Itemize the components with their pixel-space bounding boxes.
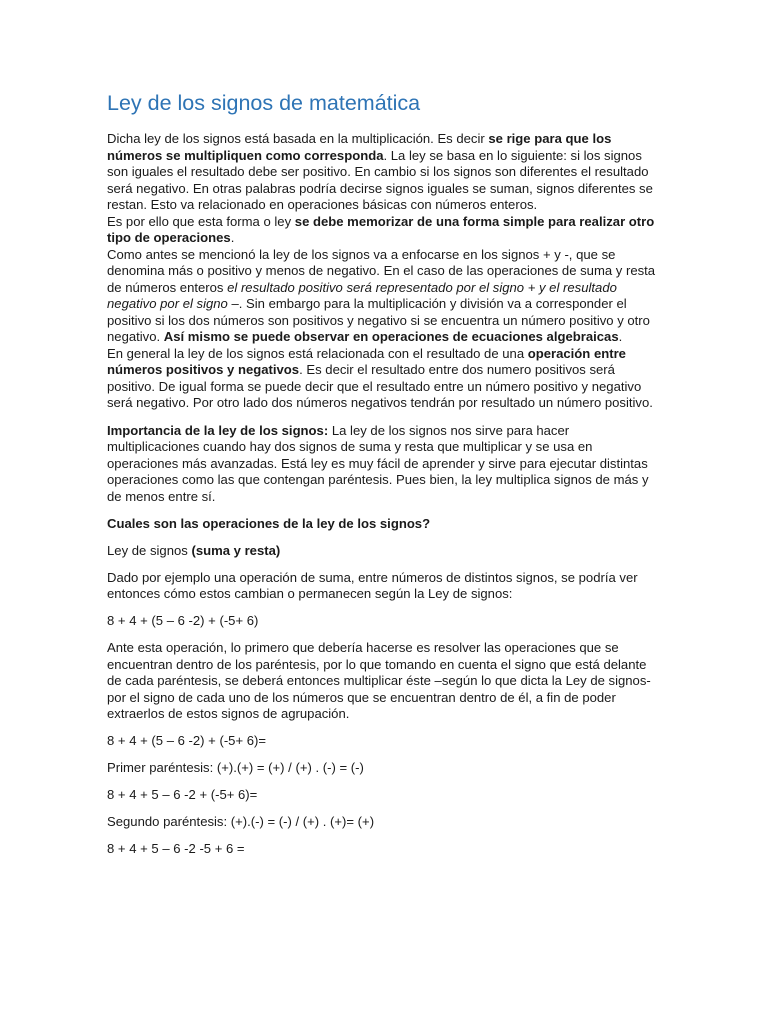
equation-6: 8 + 4 + 5 – 6 -2 -5 + 6 = xyxy=(107,841,245,856)
paragraph-1 xyxy=(107,131,662,214)
importance-heading: Importancia de la ley de los signos: xyxy=(107,422,329,438)
equation-2: 8 + 4 + (5 – 6 -2) + (-5+ 6)= xyxy=(107,733,267,748)
paragraph-5 xyxy=(107,423,662,506)
paragraph-3-text-1: Como antes se mencionó la ley de los signos va a enfocarse en los signos + y -, que se denomina más o positivo y menos de negativo. En el caso de las operaciones de suma y resta de números enteros xyxy=(107,246,656,295)
paragraph-4-bold-1: operación entre números positivos y negativos xyxy=(107,345,626,377)
section-heading xyxy=(107,516,662,533)
paragraph-1-text-2: . La ley se basa en lo siguiente: si los signos son iguales el resultado debe ser positivo. En cambio si los signos son diferentes el resultado será negativo. En otras palabras podría decirse signos iguales se suman, signos diferentes se restan. Esto va relacionado en operaciones básicas con números enteros. xyxy=(107,147,653,212)
paragraph-3-text-2: . Sin embargo para la multiplicación y división va a corresponder el positivo si los dos números son positivos y negativo si se encuentra un número positivo y otro negativo. xyxy=(107,296,650,344)
paragraph-2-text-1: Es por ello que esta forma o ley xyxy=(107,213,295,229)
equation-4: 8 + 4 + 5 – 6 -2 + (-5+ 6)= xyxy=(107,787,258,802)
paragraph-6 xyxy=(107,543,662,560)
paragraph-8: Ante esta operación, lo primero que debería hacerse es resolver las operaciones que se encuentran dentro de los paréntesis, por lo que tomando en cuenta el signo que está delante de cada paréntesis, se deberá entonces multiplicar éste –según lo que dicta la Ley de signos- por el signo de cada uno de los números que se encuentran dentro de él, a fin de poder extraerlos de estos signos de agrupación. xyxy=(107,640,651,721)
equation-3: Primer paréntesis: (+).(+) = (+) / (+) . (-) = (-) xyxy=(107,760,364,775)
paragraph-4-text-2: . Es decir el resultado entre dos numero positivos será positivo. De igual forma se puede decir que el resultado entre un número positivo y negativo será negativo. Por otro lado dos números negativos tendrán por resultado un número positivo. xyxy=(107,362,653,410)
paragraph-3 xyxy=(107,247,662,346)
paragraph-4 xyxy=(107,346,662,412)
paragraph-1-text-1: Dicha ley de los signos está basada en la multiplicación. Es decir xyxy=(107,131,489,146)
paragraph-1-bold-1: se rige para que los números se multipliquen como corresponda xyxy=(107,131,612,163)
equation-1: 8 + 4 + (5 – 6 -2) + (-5+ 6) xyxy=(107,613,259,628)
paragraph-6-text-1: Ley de signos xyxy=(107,542,192,558)
paragraph-3-bold-1: Así mismo se puede observar en operaciones de ecuaciones algebraicas xyxy=(163,329,619,344)
paragraph-3-text-3: . xyxy=(618,329,623,344)
paragraph-2 xyxy=(107,214,662,247)
document-title: Ley de los signos de matemática xyxy=(107,91,421,115)
section-heading-text: Cuales son las operaciones de la ley de los signos? xyxy=(107,515,431,531)
paragraph-2-text-2: . xyxy=(230,230,235,245)
paragraph-2-bold-1: se debe memorizar de una forma simple para realizar otro tipo de operaciones xyxy=(107,213,655,245)
paragraph-3-italic-1: el resultado positivo será representado por el signo + y el resultado negativo por el signo – xyxy=(107,279,617,311)
paragraph-6-bold-1: (suma y resta) xyxy=(191,542,281,558)
paragraph-4-text-1: En general la ley de los signos está relacionada con el resultado de una xyxy=(107,345,528,361)
paragraph-7: Dado por ejemplo una operación de suma, entre números de distintos signos, se podría ver entonces cómo estos cambian o permanecen según la Ley de signos: xyxy=(107,569,638,601)
paragraph-5-text-1: La ley de los signos nos sirve para hacer multiplicaciones cuando hay dos signos de suma y resta que multiplicar y se usa en operaciones más avanzadas. Está ley es muy fácil de aprender y sirve para ejecutar distintas operaciones como las que contengan paréntesis. Pues bien, la ley multiplica signos de más y de menos entre sí. xyxy=(107,422,649,504)
equation-5: Segundo paréntesis: (+).(-) = (-) / (+) . (+)= (+) xyxy=(107,814,375,829)
